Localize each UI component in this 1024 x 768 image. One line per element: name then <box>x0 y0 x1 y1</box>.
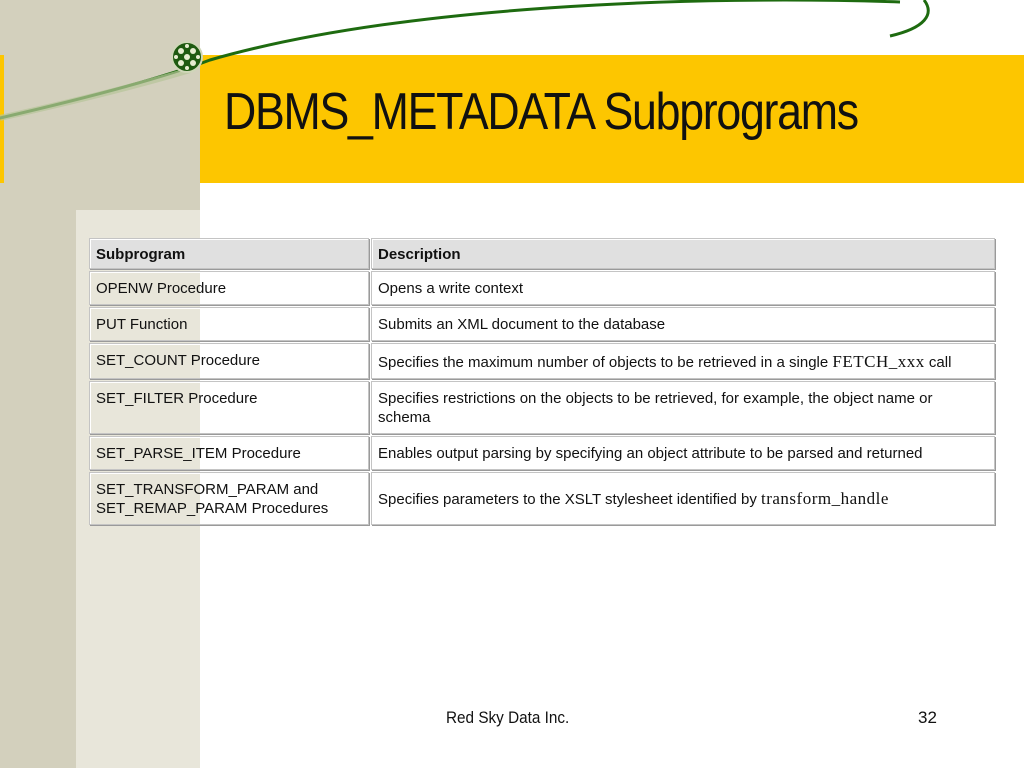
description-code: transform_handle <box>760 489 889 508</box>
subprogram-cell: SET_COUNT Procedure <box>89 343 369 379</box>
subprogram-cell: SET_FILTER Procedure <box>89 381 369 434</box>
description-text: Specifies parameters to the XSLT stylesheet identified by <box>378 491 761 508</box>
logo-icon <box>170 40 204 74</box>
table-row <box>89 436 995 470</box>
description-cell <box>371 307 995 341</box>
column-header-description: Description <box>371 238 995 269</box>
description-text: Submits an XML document to the database <box>378 316 666 333</box>
subprogram-cell: SET_PARSE_ITEM Procedure <box>89 436 369 470</box>
footer-company: Red Sky Data Inc. <box>446 708 570 727</box>
description-code: FETCH_xxx <box>832 352 925 371</box>
subprograms-table-container <box>87 236 997 527</box>
subprogram-cell: OPENW Procedure <box>89 271 369 305</box>
description-text: Specifies restrictions on the objects to be retrieved, for example, the object name or schema <box>378 390 933 426</box>
description-cell <box>371 343 995 379</box>
description-text: Enables output parsing by specifying an object attribute to be parsed and returned <box>378 445 923 462</box>
table-row <box>89 343 995 379</box>
description-cell <box>371 381 995 434</box>
description-cell <box>371 472 995 525</box>
subprograms-table <box>87 236 997 527</box>
description-text: Opens a write context <box>378 280 524 297</box>
footer-page-number: 32 <box>918 708 937 727</box>
column-header-subprogram: Subprogram <box>89 238 369 269</box>
description-tail: call <box>924 354 952 371</box>
subprogram-cell: SET_TRANSFORM_PARAM and SET_REMAP_PARAM Procedures <box>89 472 369 525</box>
description-cell <box>371 271 995 305</box>
table-row <box>89 472 995 525</box>
subprogram-cell: PUT Function <box>89 307 369 341</box>
table-row <box>89 271 995 305</box>
table-row <box>89 307 995 341</box>
table-row <box>89 381 995 434</box>
description-cell <box>371 436 995 470</box>
description-text: Specifies the maximum number of objects to be retrieved in a single <box>378 354 833 371</box>
table-header-row <box>89 238 995 269</box>
slide-title: DBMS_METADATA Subprograms <box>224 83 858 141</box>
